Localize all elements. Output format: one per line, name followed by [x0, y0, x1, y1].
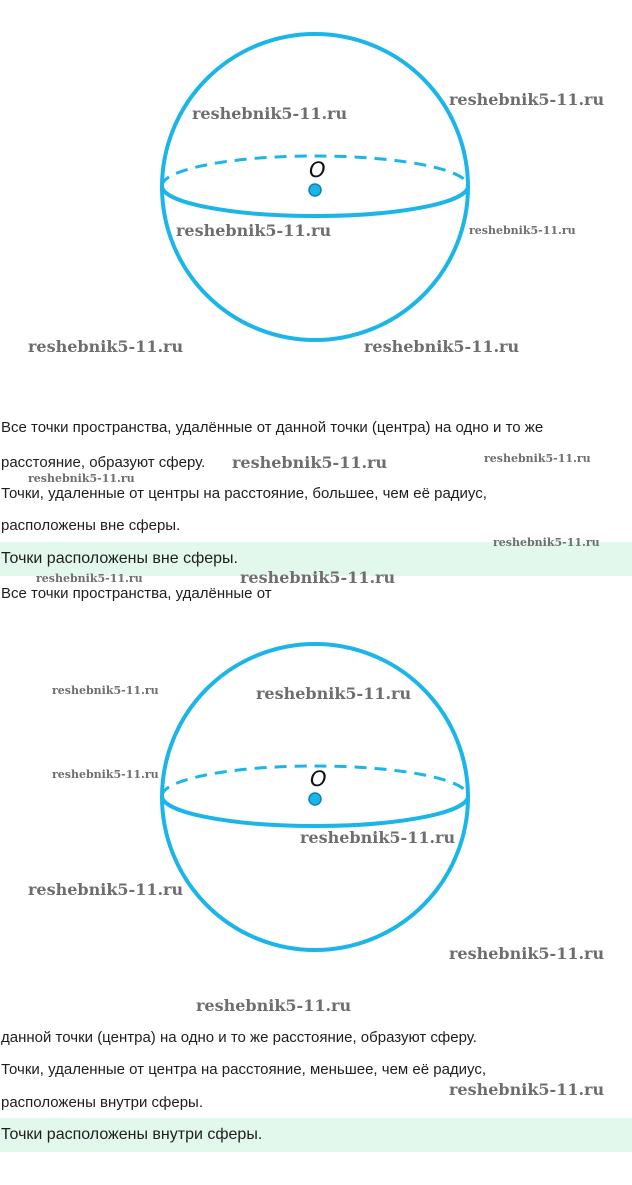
- paragraph-line: Все точки пространства, удалённые от: [1, 585, 272, 602]
- watermark: reshebnik5-11.ru: [449, 944, 605, 963]
- watermark: reshebnik5-11.ru: [449, 90, 605, 109]
- watermark: reshebnik5-11.ru: [469, 224, 576, 237]
- center-point: [309, 184, 321, 196]
- watermark: reshebnik5-11.ru: [240, 568, 396, 587]
- sphere-diagram: [0, 600, 632, 1000]
- answer-text: Точки расположены внутри сферы.: [1, 1126, 263, 1143]
- sphere-diagram: [0, 0, 632, 380]
- paragraph-line: Точки, удаленные от центра на расстояние, меньшее, чем её радиус,: [1, 1061, 487, 1078]
- watermark: reshebnik5-11.ru: [28, 472, 135, 485]
- watermark: reshebnik5-11.ru: [449, 1080, 605, 1099]
- paragraph-line: данной точки (центра) на одно и то же расстояние, образуют сферу.: [1, 1029, 477, 1046]
- paragraph-line: расположены внутри сферы.: [1, 1094, 204, 1111]
- watermark: reshebnik5-11.ru: [364, 337, 520, 356]
- watermark: reshebnik5-11.ru: [256, 684, 412, 703]
- answer-text: Точки расположены вне сферы.: [1, 550, 238, 567]
- watermark: reshebnik5-11.ru: [196, 996, 352, 1015]
- paragraph-line: расстояние, образуют сферу.: [1, 454, 206, 471]
- center-label: O: [310, 767, 327, 791]
- watermark: reshebnik5-11.ru: [36, 572, 143, 585]
- center-label: O: [309, 158, 326, 182]
- watermark: reshebnik5-11.ru: [493, 536, 600, 549]
- sphere-figure-inside: [0, 600, 632, 1000]
- paragraph-line: Точки, удаленные от центры на расстояние, большее, чем её радиус,: [1, 485, 487, 502]
- watermark: reshebnik5-11.ru: [28, 337, 184, 356]
- watermark: reshebnik5-11.ru: [484, 452, 591, 465]
- watermark: reshebnik5-11.ru: [192, 104, 348, 123]
- watermark: reshebnik5-11.ru: [300, 828, 456, 847]
- paragraph-line: расположены вне сферы.: [1, 517, 181, 534]
- paragraph-line: Все точки пространства, удалённые от данной точки (центра) на одно и то же: [1, 419, 544, 436]
- answer-box: [0, 1118, 632, 1152]
- watermark: reshebnik5-11.ru: [232, 453, 388, 472]
- watermark: reshebnik5-11.ru: [176, 221, 332, 240]
- sphere-figure-outside: [0, 0, 632, 380]
- center-point: [309, 793, 321, 805]
- watermark: reshebnik5-11.ru: [52, 768, 159, 781]
- watermark: reshebnik5-11.ru: [28, 880, 184, 899]
- watermark: reshebnik5-11.ru: [52, 684, 159, 697]
